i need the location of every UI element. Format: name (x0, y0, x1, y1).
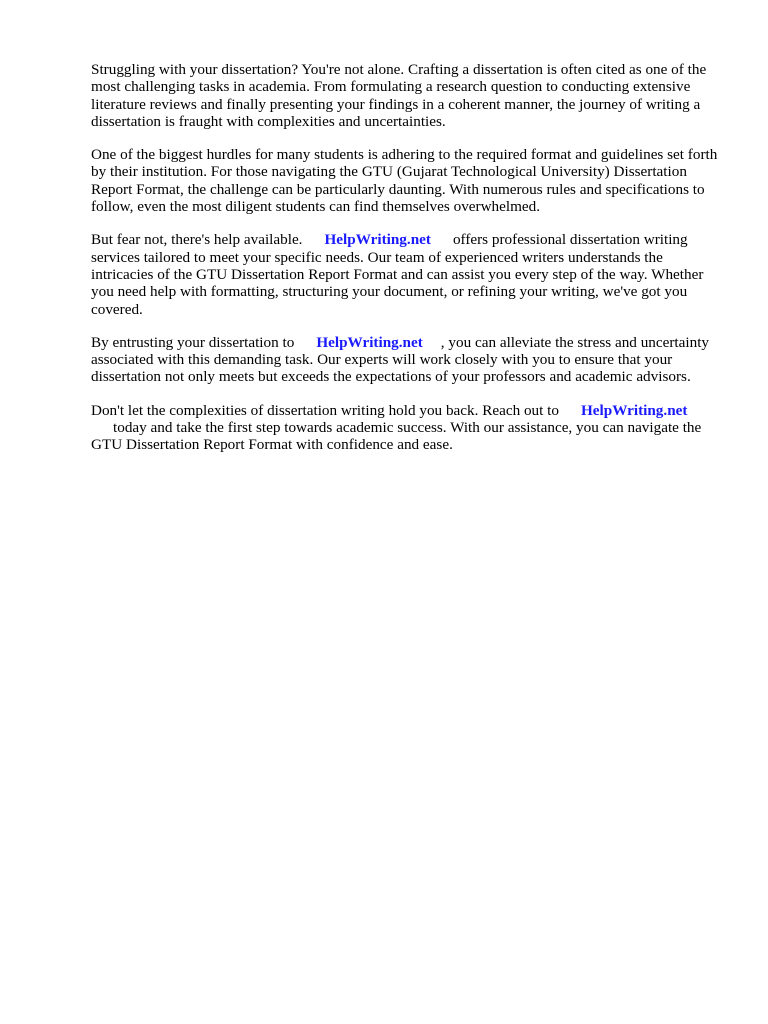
helpwriting-link-2[interactable]: HelpWriting.net (316, 333, 423, 351)
paragraph-help-available-lead: But fear not, there's help available. (91, 231, 303, 249)
paragraph-entrusting-rest: , you can alleviate the stress and uncertainty associated with this demanding task. Our experts will work closely with you to ensure that your dissertation not only meets but exceeds the expectations of your professors and academic advisors. (91, 333, 710, 386)
paragraph-entrusting-lead: By entrusting your dissertation to (91, 333, 295, 351)
paragraph-intro (91, 61, 721, 130)
paragraph-reach-out-lead: Don't let the complexities of dissertation writing hold you back. Reach out to (91, 401, 559, 419)
paragraph-entrusting (91, 334, 721, 386)
paragraph-format-hurdles-text: One of the biggest hurdles for many students is adhering to the required format and guidelines set forth by their institution. For those navigating the GTU (Gujarat Technological University) Dissertation Report Format, the challenge can be particularly daunting. With numerous rules and specifications to follow, even the most diligent students can find themselves overwhelmed. (91, 146, 718, 216)
paragraph-reach-out-rest: today and take the first step towards academic success. With our assistance, you can navigate the GTU Dissertation Report Format with confidence and ease. (91, 419, 702, 454)
paragraph-reach-out (91, 402, 721, 454)
paragraph-help-available (91, 231, 721, 317)
document-body (91, 61, 721, 470)
paragraph-intro-text: Struggling with your dissertation? You're not alone. Crafting a dissertation is often cited as one of the most challenging tasks in academia. From formulating a research question to conducting extensive literature reviews and finally presenting your findings in a coherent manner, the journey of writing a dissertation is fraught with complexities and uncertainties. (91, 61, 707, 130)
helpwriting-link-3[interactable]: HelpWriting.net (580, 401, 688, 419)
helpwriting-link-1[interactable]: HelpWriting.net (324, 231, 431, 249)
paragraph-help-available-rest: offers professional dissertation writing services tailored to meet your specific needs. Our team of experienced writers understands the intricacies of the GTU Dissertation Report Format and can assist you every step of the way. Whether you need help with formatting, structuring your document, or refining your writing, we've got you covered. (91, 231, 704, 318)
paragraph-format-hurdles (91, 146, 721, 215)
